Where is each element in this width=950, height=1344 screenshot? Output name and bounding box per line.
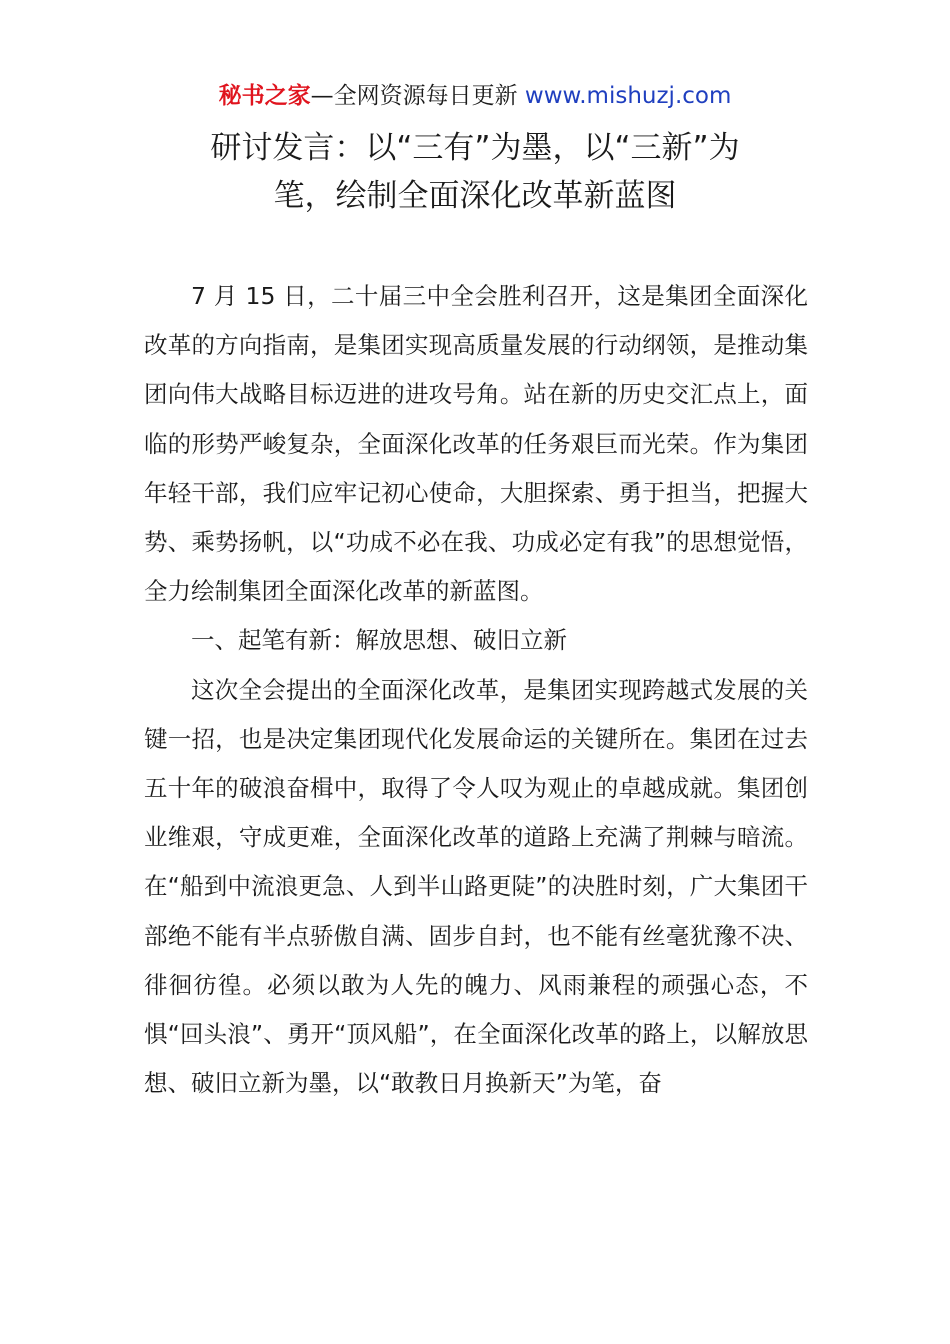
brand-name: 秘书之家: [218, 83, 311, 109]
paragraph-intro: 7 月 15 日，二十届三中全会胜利召开，这是集团全面深化改革的方向指南，是集团实现高质量发展的行动纲领，是推动集团向伟大战略目标迈进的进攻号角。站在新的历史交汇点上，面临的形势严峻复杂，全面深化改革的任务艰巨而光荣。作为集团年轻干部，我们应牢记初心使命，大胆探索、勇于担当，把握大势、乘势扬帆，以“功成不必在我、功成必定有我”的思想觉悟，全力绘制集团全面深化改革的新蓝图。: [144, 282, 808, 606]
section-heading-1: 一、起笔有新：解放思想、破旧立新: [191, 626, 567, 655]
document-title: [140, 124, 810, 220]
title-line-2: 笔，绘制全面深化改革新蓝图: [273, 178, 677, 214]
site-url-link[interactable]: www.mishuzj.com: [524, 83, 732, 109]
title-line-1: 研讨发言：以“三有”为墨，以“三新”为: [210, 130, 740, 166]
paragraph-section-1: 这次全会提出的全面深化改革，是集团实现跨越式发展的关键一招，也是决定集团现代化发展命运的关键所在。集团在过去五十年的破浪奋楫中，取得了令人叹为观止的卓越成就。集团创业维艰，守成更难，全面深化改革的道路上充满了荆棘与暗流。在“船到中流浪更急、人到半山路更陡”的决胜时刻，广大集团干部绝不能有半点骄傲自满、固步自封，也不能有丝毫犹豫不决、徘徊彷徨。必须以敢为人先的魄力、风雨兼程的顽强心态，不惧“回头浪”、勇开“顶风船”，在全面深化改革的路上，以解放思想、破旧立新为墨，以“敢教日月换新天”为笔，奋: [144, 675, 808, 1098]
document-body: [144, 272, 808, 1108]
site-header: [0, 80, 950, 112]
header-tagline: —全网资源每日更新: [310, 83, 518, 109]
